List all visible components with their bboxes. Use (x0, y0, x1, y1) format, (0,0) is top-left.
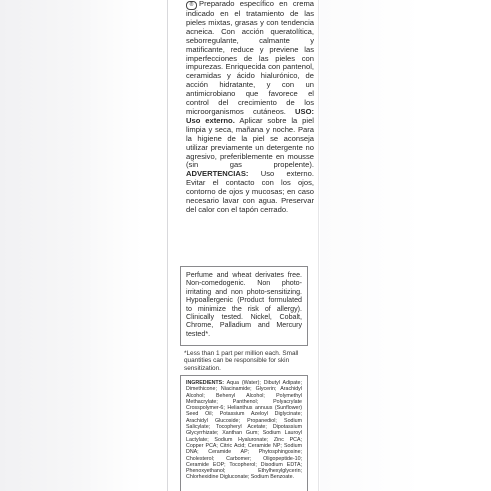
footnote-text: *Less than 1 part per million each. Small quantities can be responsible for skin sensitization. (184, 350, 299, 372)
box-right-side-panel (320, 0, 491, 491)
box-fold-line-left (167, 0, 168, 491)
ingredients-label: INGREDIENTS: (186, 380, 224, 386)
spanish-description-text (186, 0, 314, 215)
uso-text: Aplicar sobre la piel limpia y seca, mañana y noche. Para la higiene de la piel se aconseja utilizar previamente un detergente no agresivo, preferiblemente en mousse (sin gas propelente). (186, 115, 314, 170)
uso-heading: USO: (295, 106, 314, 116)
uso-externo-heading: Uso externo. (186, 115, 235, 125)
box-left-side-panel (0, 0, 142, 491)
ingredients-paragraph (186, 380, 302, 481)
registered-badge-icon: ® (186, 1, 197, 10)
claims-text: Perfume and wheat derivates free. Non-comedogenic. Non photo-irritating and non photo-sensitizing. Hypoallergenic (Product formulated to minimize the risk of allergy). Clinically tested. Nickel, Cobalt, Chrome, Palladium and Mercury tested*. (186, 271, 302, 338)
ingredients-text: Aqua (Water); Dibutyl Adipate; Dimethicone; Niacinamide; Glycerin; Arachidyl Alcohol; Behenyl Alcohol; Polymethyl Methacrylate; Panthenol; Polyacrylate Crosspolymer-6; Helianthus annuus (Sunflower) Seed Oil; Potassium Azeloyl Diglycinate; Arachidyl Glucoside; Propanediol; Sodium Salicylate; Tocopheryl Acetate; Dipotassium Glycyrrhizate; Xanthan Gum; Sodium Lauroyl Lactylate; Sodium Hyaluronate; Zinc PCA; Copper PCA; Citric Acid; Ceramide NP; Sodium DNA; Ceramide AP; Phytosphingosine; Cholesterol; Carbomer; Oligopeptide-10; Ceramide EOP; Tocopherol; Disodium EDTA; Phenoxyethanol; Ethylhexylglycerin; Chlorhexidine Digluconate; Sodium Benzoate. (186, 380, 302, 481)
spanish-paragraph (186, 0, 314, 215)
claims-box (180, 266, 308, 346)
ingredients-box (180, 375, 308, 491)
advertencias-heading: ADVERTENCIAS: (186, 169, 249, 179)
advertencias-text: Uso externo. Evitar el contacto con los ojos, contorno de ojos y mucosas; en caso necesario lavar con agua. Preservar del calor con el tapón cerrado. (186, 169, 314, 214)
box-fold-line-right (318, 0, 319, 491)
spanish-intro: Preparado específico en crema indicado en el tratamiento de las pieles mixtas, grasas y con tendencia acneica. Con acción queratolítica, seborregulante, calmante y matificante, reduce y previene las imperfecciones de las pieles con impurezas. Enriquecida con pantenol, ceramidas y ácido hialurónico, de acción hidratante, y con un antimicrobiano que favorece el control del crecimiento de los microorganismos cutáneos. (186, 0, 314, 116)
footnote (184, 350, 312, 372)
